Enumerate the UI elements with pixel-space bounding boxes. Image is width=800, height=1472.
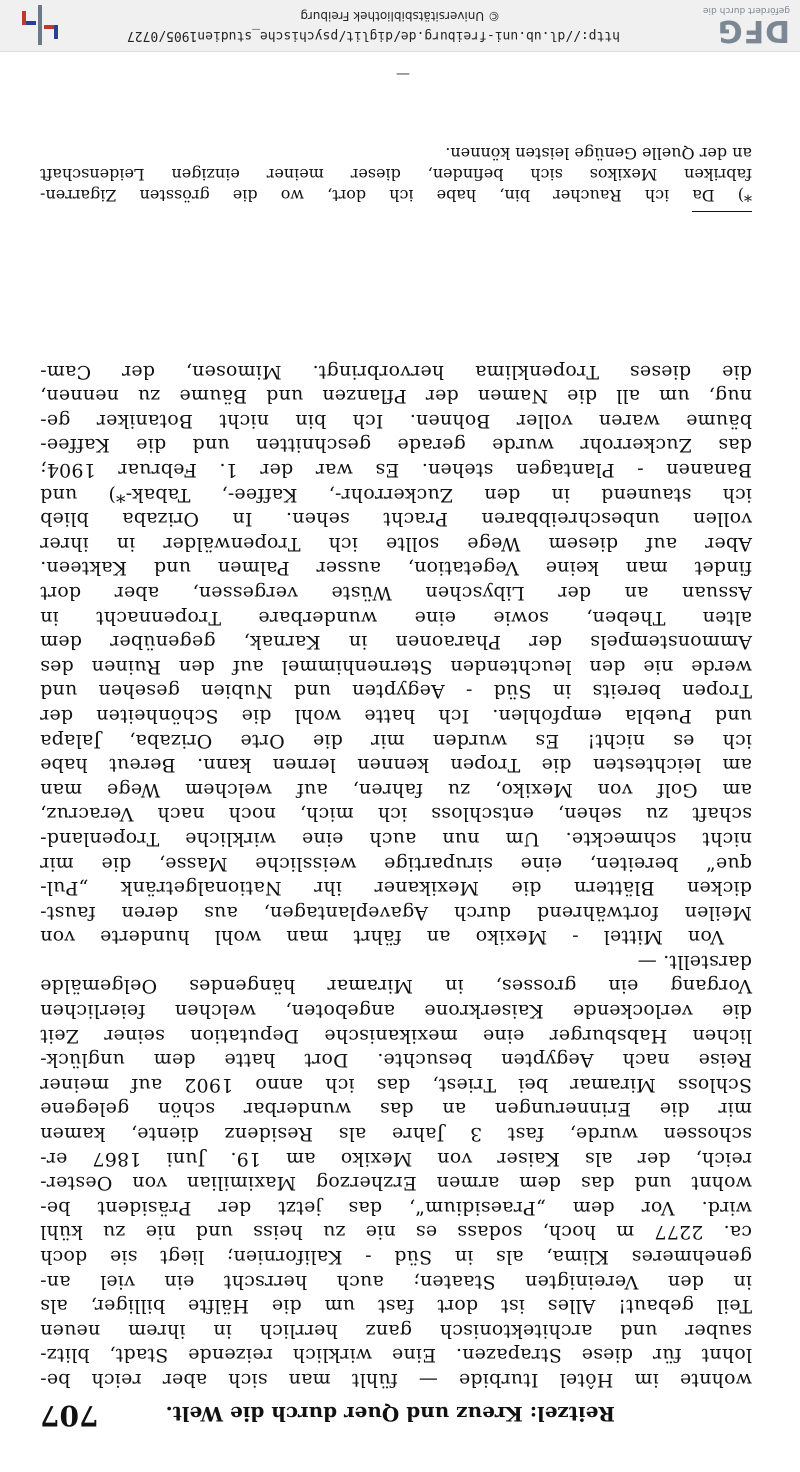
text-line: wohnte im Hôtel Iturbide — fühlt man sich aber reich be- [40,1369,752,1391]
dfg-logo-text: DFG [716,13,790,48]
footnote-line: *) Da ich Raucher bin, habe ich dort, wo die grössten Zigarren- [40,186,752,205]
text-line: genehmeres Klima, als in Süd - Kalifornien; liegt sie doch [40,1246,752,1269]
text-line: wohnt und das dem armen Erzherzog Maximilian von Oester- [40,1172,752,1195]
text-line: ich staunend in den Zuckerrohr-, Kaffee-, Tabak-*) und [40,483,752,506]
text-line: und Puebla empfohlen. Ich hatte wohl die Schönheiten der [40,704,752,727]
dfg-tagline: gefördert durch die [703,5,790,15]
text-line: am leichtesten die Tropen kennen lernen kann. Bereut habe [40,754,752,777]
page-number: 707 [40,1399,99,1432]
text-line: werde nie den leuchtenden Sternenhimmel auf den Ruinen des [40,655,752,678]
text-line: Assuan an der Libyschen Wüste vergessen, aber dort [40,582,752,604]
text-line: lichen Habsburger eine mexikanische Deputation seiner Zeit [40,1024,752,1047]
text-line: ich es nicht! Es wurden mir die Orte Orizaba, Jalapa [40,729,752,752]
text-line: Bananen - Plantagen stehen. Es war der 1. Februar 1904; [40,459,752,482]
text-line: nug, um all die Namen der Pflanzen und Bäume zu nennen, [40,385,752,408]
footnote-line: an der Quelle Genüge leisten können. [445,144,752,163]
text-line: das Zuckerrohr wurde gerade geschnitten und die Kaffee- [40,434,752,457]
text-line: Vorgang ein grosses, in Miramar hängendes Oelgemälde [40,975,752,998]
text-line: mir die Erinnerungen an das wunderbar schön gelegene [40,1098,752,1121]
text-line: die verlockende Kaiserkrone angeboten, welchen feierlichen [40,1000,752,1023]
ub-freiburg-logo-icon[interactable] [18,3,62,47]
text-line: Reise nach Aegypten besuchte. Dort hatte dem unglück- [40,1049,752,1072]
text-line: Ammonstempels der Pharaonen in Karnak, gegenüber dem [40,631,752,654]
permalink-url[interactable]: http://dl.ub.uni-freiburg.de/diglit/psychische_studien1905/0727 [126,28,620,43]
text-line: Meilen fortwährend durch Agaveplantagen, aus deren faust- [40,901,752,924]
text-line: Von Mittel - Mexiko an fährt man wohl hunderte von [40,926,724,949]
footnote-line: fabriken Mexikos sich befinden, dieser meiner einzigen Leidenschaft [40,165,752,184]
page-mark: — [396,66,410,82]
text-line: que“ bereiten, eine sirupartige weissliche Masse, die mir [40,852,752,875]
library-footer-bar [0,0,800,52]
copyright-notice: © Universitätsbibliothek Freiburg [300,9,500,23]
footnote-rule [692,211,752,212]
text-line: ca. 2277 m hoch, sodass es nie zu heiss und nie zu kühl [40,1221,752,1244]
text-line: nicht schmeckte. Um nun auch eine wirkliche Tropenland- [40,827,752,850]
text-line: dicken Blättern die Mexikaner ihr Nationalgetränk „Pul- [40,877,752,900]
text-line: in den Vereinigten Staaten; auch herrscht ein viel an- [40,1270,752,1293]
text-line: vollen unbeschreibbaren Pracht sehen. In Orizaba blieb [40,508,752,531]
running-head [40,1396,760,1432]
running-title: Reitzel: Kreuz und Quer durch die Welt. [165,1402,615,1426]
text-line: Tropen bereits in Süd - Aegypten und Nubien gesehen und [40,680,752,703]
text-line: reich, der als Kaiser von Mexiko am 19. Juni 1867 er- [40,1147,752,1170]
text-line: sauber und architektonisch ganz herrlich in ihrem neuen [40,1319,752,1342]
text-line: am Golf von Mexiko, zu fahren, auf welchem Wege man [40,778,752,801]
footnote [40,143,752,206]
text-line: bäume waren voller Bohnen. Ich bin nicht Botaniker ge- [40,409,752,432]
text-line: Aber auf diesem Wege sollte ich Tropenwälder in ihrer [40,532,752,555]
text-line: darstellt. — [637,950,752,973]
body-text [40,359,752,1392]
text-line: die dieses Tropenklima hervorbringt. Mimosen, der Cam- [40,360,752,383]
text-line: schossen wurde, fast 3 Jahre als Residenz diente, kamen [40,1123,752,1146]
text-line: alten Theben, sowie eine wunderbare Tropennacht in [40,606,752,629]
text-line: findet man keine Vegetation, ausser Palmen und Kakteen. [40,557,752,580]
text-line: Schloss Miramar bei Triest, das ich anno 1902 auf meiner [40,1073,752,1096]
text-line: wird. Vor dem „Praesidium“, das jetzt der Präsident be- [40,1196,752,1219]
ub-logo-icon [18,3,62,47]
text-line: lohnt für diese Strapazen. Eine wirklich reizende Stadt, blitz- [40,1344,752,1367]
text-line: schaft zu sehen, entschloss ich mich, noch nach Veracruz, [40,803,752,826]
text-line: Teil gebaut! Alles ist dort fast um die Hälfte billiger, als [40,1295,752,1318]
dfg-logo[interactable] [670,3,790,48]
